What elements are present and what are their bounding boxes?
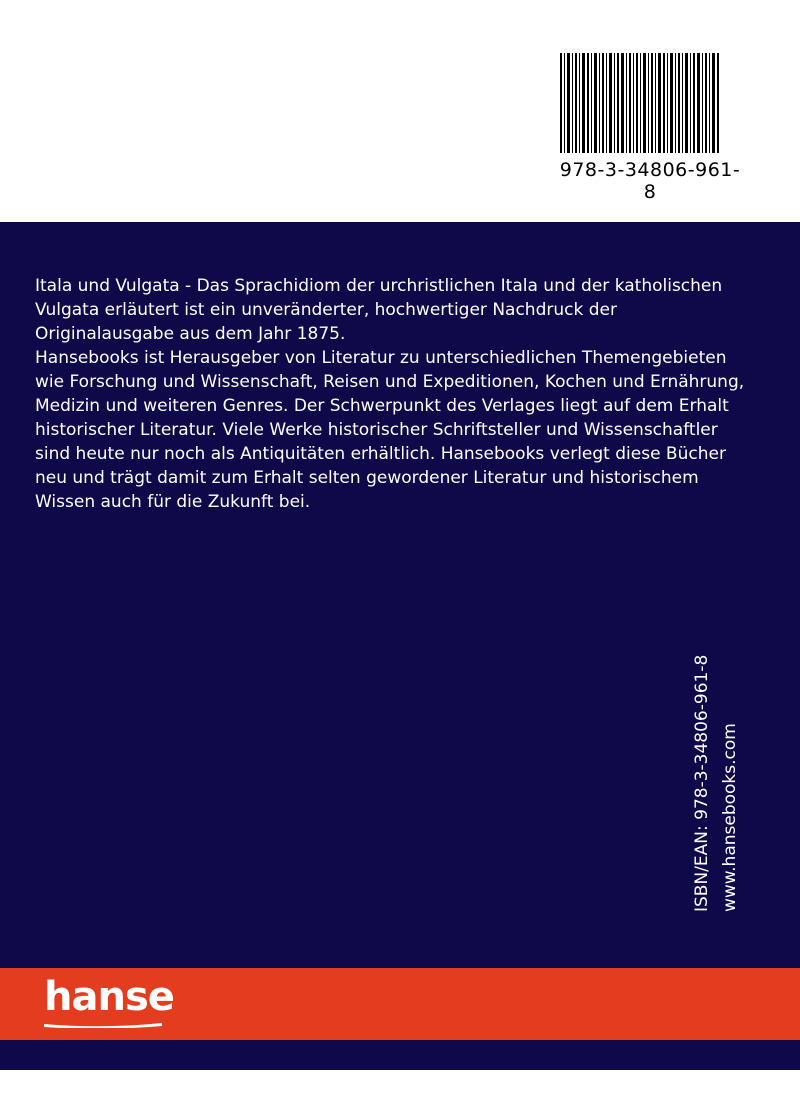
cover-top-area <box>0 0 800 222</box>
description-paragraph-1: Itala und Vulgata - Das Sprachidiom der urchristlichen Itala und der katholischen Vulgata erläutert ist ein unveränderter, hochwertiger Nachdruck der Originalausgabe aus dem Jahr 1875. <box>35 276 723 344</box>
publisher-band <box>0 968 800 1040</box>
bottom-strip <box>0 1040 800 1070</box>
logo-underline-icon <box>44 1022 162 1028</box>
isbn-text: ISBN/EAN: 978-3-34806-961-8 <box>692 654 712 912</box>
book-description <box>35 274 755 514</box>
barcode <box>555 45 765 203</box>
description-paragraph-2: Hansebooks ist Herausgeber von Literatur zu unterschiedlichen Themengebieten wie Forschung und Wissenschaft, Reisen und Expeditionen, Kochen und Ernährung, Medizin und weiteren Genres. Der Schwerpunkt des Verlages liegt auf dem Erhalt historischer Literatur. Viele Werke historischer Schriftsteller und Wissenschaftler sind heute nur noch als Antiquitäten erhältlich. Hansebooks verlegt diese Bücher neu und trägt damit zum Erhalt selten gewordener Literatur und historischem Wissen auch für die Zukunft bei. <box>35 348 745 512</box>
website-text: www.hansebooks.com <box>720 723 740 912</box>
spine-info <box>688 612 744 912</box>
back-cover-panel <box>0 222 800 982</box>
barcode-bars <box>560 53 720 153</box>
publisher-logo: hanse <box>44 974 174 1020</box>
barcode-number: 978-3-34806-961-8 <box>559 159 741 203</box>
